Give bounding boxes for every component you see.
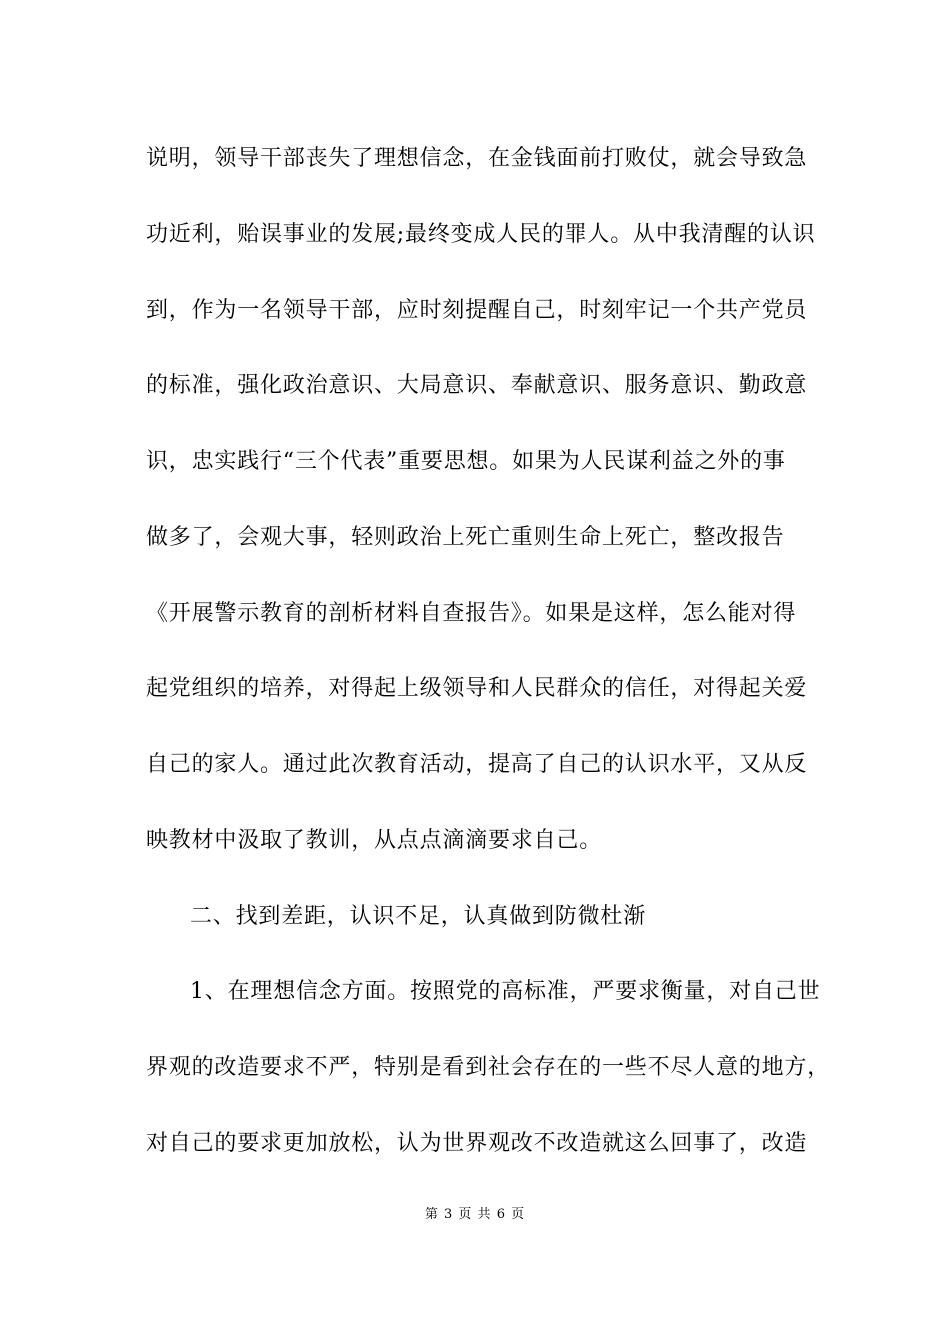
paragraph-first-line: 1、在理想信念方面。按照党的高标准，严要求衡量，对自己世 <box>190 979 821 1004</box>
body-text-line: 到，作为一名领导干部，应时刻提醒自己，时刻牢记一个共产党员 <box>146 298 808 323</box>
page-number-footer: 第 3 页 共 6 页 <box>424 1207 526 1222</box>
body-text-line: 自己的家人。通过此次教育活动，提高了自己的认识水平，又从反 <box>146 752 808 777</box>
body-text-line: 说明，领导干部丧失了理想信念，在金钱面前打败仗，就会导致急 <box>146 146 808 171</box>
body-text-line: 映教材中汲取了教训，从点点滴滴要求自己。 <box>146 828 603 853</box>
body-text-line: 功近利，贻误事业的发展;最终变成人民的罪人。从中我清醒的认识 <box>146 222 816 247</box>
body-text-line: 起党组织的培养，对得起上级领导和人民群众的信任，对得起关爱 <box>146 676 808 701</box>
body-text-line: 识，忠实践行“三个代表”重要思想。如果为人民谋利益之外的事 <box>146 449 786 474</box>
body-text-line: 的标准，强化政治意识、大局意识、奉献意识、服务意识、勤政意 <box>146 373 808 398</box>
body-text-line: 《开展警示教育的剖析材料自查报告》。如果是这样，怎么能对得 <box>146 601 797 626</box>
body-text-line: 做多了，会观大事，轻则政治上死亡重则生命上死亡，整改报告 <box>146 525 785 550</box>
section-heading: 二、找到差距，认识不足，认真做到防微杜渐 <box>190 904 647 929</box>
body-text-line: 界观的改造要求不严，特别是看到社会存在的一些不尽人意的地方， <box>146 1055 831 1080</box>
body-text-line: 对自己的要求更加放松，认为世界观改不改造就这么回事了，改造 <box>146 1131 808 1156</box>
